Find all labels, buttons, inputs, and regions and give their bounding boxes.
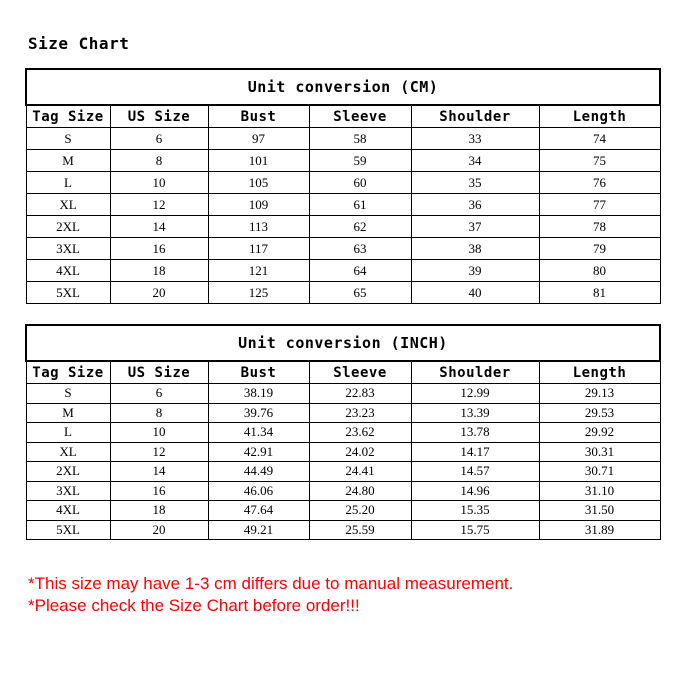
table-cell: XL (26, 442, 110, 462)
inch-col-header: US Size (110, 361, 208, 384)
table-cell: 29.92 (539, 423, 660, 443)
table-cell: L (26, 423, 110, 443)
table-cell: 117 (208, 238, 309, 260)
table-row (26, 501, 660, 521)
table-row (26, 150, 660, 172)
page-title: Size Chart (28, 34, 130, 53)
table-cell: 39 (411, 260, 539, 282)
table-cell: 62 (309, 216, 411, 238)
inch-col-header: Sleeve (309, 361, 411, 384)
table-cell: 18 (110, 260, 208, 282)
table-cell: 35 (411, 172, 539, 194)
table-cell: 14.17 (411, 442, 539, 462)
table-cell: 12 (110, 442, 208, 462)
table-cell: 49.21 (208, 520, 309, 540)
table-cell: 63 (309, 238, 411, 260)
table-row (26, 423, 660, 443)
table-cell: 24.02 (309, 442, 411, 462)
table-cell: 8 (110, 403, 208, 423)
table-cell: 5XL (26, 282, 110, 304)
inch-col-header: Shoulder (411, 361, 539, 384)
table-cell: M (26, 150, 110, 172)
table-row (26, 403, 660, 423)
table-cell: 42.91 (208, 442, 309, 462)
table-row (26, 128, 660, 150)
table-cell: 3XL (26, 481, 110, 501)
table-cell: 15.75 (411, 520, 539, 540)
table-cell: S (26, 384, 110, 404)
table-cell: 33 (411, 128, 539, 150)
table-cell: 47.64 (208, 501, 309, 521)
table-cell: 25.59 (309, 520, 411, 540)
table-cell: 121 (208, 260, 309, 282)
cm-col-header: Sleeve (309, 105, 411, 128)
table-cell: L (26, 172, 110, 194)
table-cell: 74 (539, 128, 660, 150)
table-row (26, 172, 660, 194)
table-cell: 38 (411, 238, 539, 260)
table-cell: 44.49 (208, 462, 309, 482)
table-cell: 64 (309, 260, 411, 282)
table-cell: M (26, 403, 110, 423)
table-cell: 4XL (26, 501, 110, 521)
table-cell: 97 (208, 128, 309, 150)
table-cell: 59 (309, 150, 411, 172)
table-cell: 14 (110, 216, 208, 238)
table-cell: 81 (539, 282, 660, 304)
table-cell: 41.34 (208, 423, 309, 443)
table-cell: 30.71 (539, 462, 660, 482)
table-cell: 14.96 (411, 481, 539, 501)
table-cell: 6 (110, 128, 208, 150)
inch-col-header: Tag Size (26, 361, 110, 384)
inch-col-header: Length (539, 361, 660, 384)
cm-size-table (25, 68, 661, 304)
table-cell: 10 (110, 423, 208, 443)
table-cell: 5XL (26, 520, 110, 540)
cm-header-row (26, 105, 660, 128)
table-cell: 60 (309, 172, 411, 194)
cm-table-caption: Unit conversion (CM) (26, 69, 660, 105)
cm-col-header: Shoulder (411, 105, 539, 128)
table-row (26, 216, 660, 238)
table-cell: 38.19 (208, 384, 309, 404)
table-row (26, 384, 660, 404)
table-cell: 20 (110, 520, 208, 540)
cm-col-header: Tag Size (26, 105, 110, 128)
cm-table-body (26, 128, 660, 304)
table-cell: 34 (411, 150, 539, 172)
table-cell: 101 (208, 150, 309, 172)
table-cell: 78 (539, 216, 660, 238)
table-cell: 105 (208, 172, 309, 194)
table-cell: 2XL (26, 216, 110, 238)
inch-table-body (26, 384, 660, 540)
table-cell: S (26, 128, 110, 150)
table-cell: 13.78 (411, 423, 539, 443)
table-cell: 29.13 (539, 384, 660, 404)
note-check-chart: *Please check the Size Chart before order!!! (28, 596, 360, 615)
table-cell: 58 (309, 128, 411, 150)
table-row (26, 442, 660, 462)
table-cell: 15.35 (411, 501, 539, 521)
table-cell: 4XL (26, 260, 110, 282)
table-cell: 23.62 (309, 423, 411, 443)
table-cell: 39.76 (208, 403, 309, 423)
table-cell: 14 (110, 462, 208, 482)
table-cell: 10 (110, 172, 208, 194)
cm-col-header: Bust (208, 105, 309, 128)
table-cell: 29.53 (539, 403, 660, 423)
note-measurement: *This size may have 1-3 cm differs due to manual measurement. (28, 574, 514, 593)
table-cell: 31.10 (539, 481, 660, 501)
table-cell: 8 (110, 150, 208, 172)
table-cell: 31.50 (539, 501, 660, 521)
table-row (26, 260, 660, 282)
table-cell: 76 (539, 172, 660, 194)
table-cell: 61 (309, 194, 411, 216)
table-cell: 24.41 (309, 462, 411, 482)
table-cell: 12 (110, 194, 208, 216)
table-cell: 23.23 (309, 403, 411, 423)
table-cell: 37 (411, 216, 539, 238)
inch-size-table (25, 324, 661, 540)
table-cell: 2XL (26, 462, 110, 482)
table-cell: 3XL (26, 238, 110, 260)
table-cell: 46.06 (208, 481, 309, 501)
table-cell: 80 (539, 260, 660, 282)
table-cell: 113 (208, 216, 309, 238)
table-cell: 13.39 (411, 403, 539, 423)
table-cell: 20 (110, 282, 208, 304)
notes-block (28, 573, 513, 617)
table-cell: 30.31 (539, 442, 660, 462)
table-cell: XL (26, 194, 110, 216)
table-row (26, 282, 660, 304)
cm-col-header: US Size (110, 105, 208, 128)
table-cell: 31.89 (539, 520, 660, 540)
table-cell: 79 (539, 238, 660, 260)
table-cell: 12.99 (411, 384, 539, 404)
table-cell: 25.20 (309, 501, 411, 521)
table-cell: 75 (539, 150, 660, 172)
table-cell: 77 (539, 194, 660, 216)
table-cell: 18 (110, 501, 208, 521)
table-cell: 22.83 (309, 384, 411, 404)
table-cell: 40 (411, 282, 539, 304)
table-cell: 125 (208, 282, 309, 304)
cm-col-header: Length (539, 105, 660, 128)
table-row (26, 462, 660, 482)
table-cell: 6 (110, 384, 208, 404)
inch-col-header: Bust (208, 361, 309, 384)
table-cell: 36 (411, 194, 539, 216)
table-row (26, 520, 660, 540)
table-cell: 14.57 (411, 462, 539, 482)
table-row (26, 481, 660, 501)
table-cell: 65 (309, 282, 411, 304)
table-cell: 109 (208, 194, 309, 216)
inch-header-row (26, 361, 660, 384)
table-cell: 16 (110, 238, 208, 260)
table-row (26, 194, 660, 216)
inch-table-caption: Unit conversion (INCH) (26, 325, 660, 361)
table-cell: 24.80 (309, 481, 411, 501)
table-cell: 16 (110, 481, 208, 501)
table-row (26, 238, 660, 260)
